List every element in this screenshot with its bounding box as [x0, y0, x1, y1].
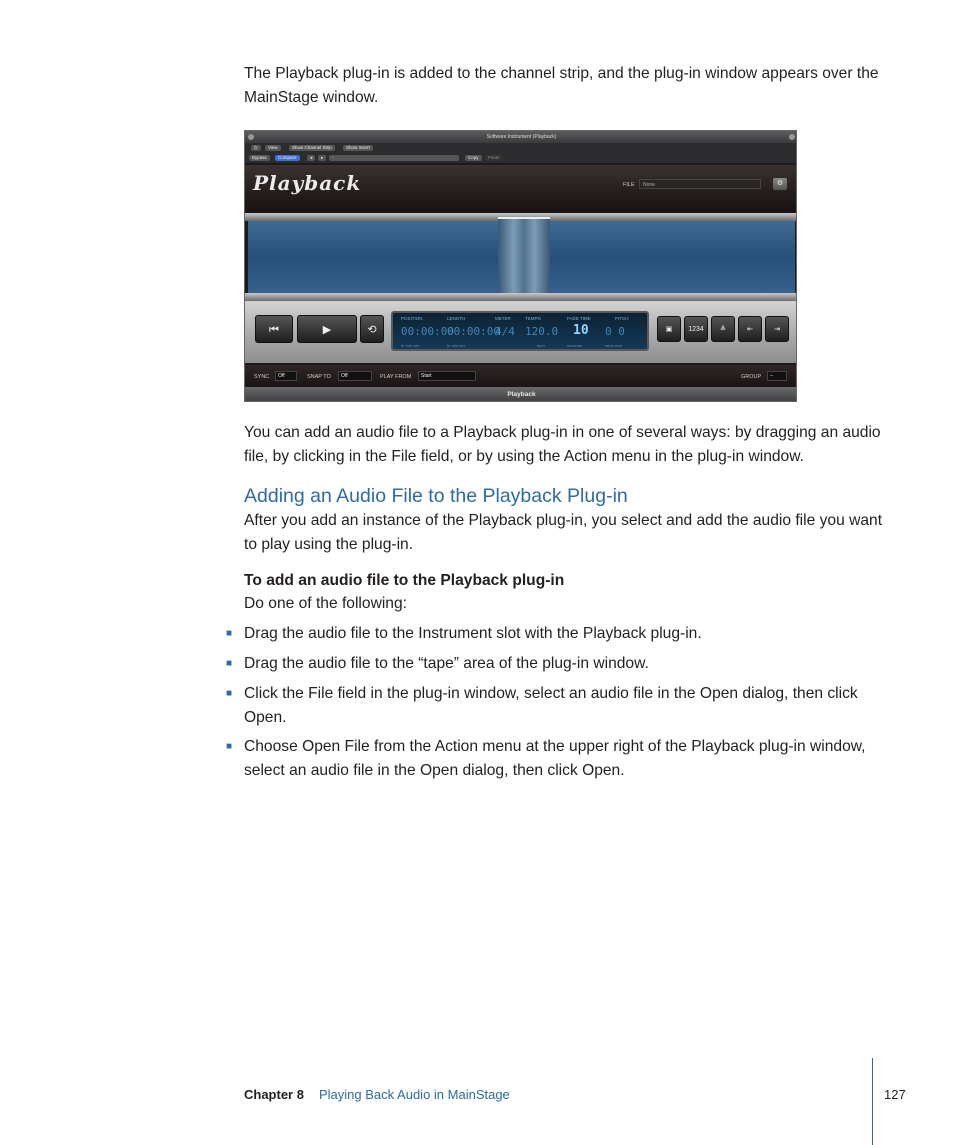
pitch-shift-icon: ≜ [711, 316, 735, 342]
loop-icon: ⟲ [360, 315, 384, 343]
tape-area [248, 221, 795, 293]
group-label: GROUP [741, 374, 762, 380]
play-from-label: PLAY FROM [380, 374, 412, 380]
snap-to-label: SNAP TO [307, 374, 331, 380]
list-item-text: Drag the audio file to the “tape” area of the plug-in window. [244, 655, 649, 672]
menu-row [245, 143, 797, 153]
snap-to-menu: Off [338, 371, 372, 381]
next-setting-button: ▸ [318, 155, 326, 161]
power-icon: ⏻ [251, 145, 261, 151]
footer-divider [872, 1058, 873, 1145]
show-insert-menu: Show Insert [343, 145, 373, 151]
transport-panel [245, 301, 797, 363]
tape-rail-bottom [245, 293, 797, 301]
list-item-text: Drag the audio file to the Instrument slot with the Playback plug-in. [244, 625, 702, 642]
sync-menu: Off [275, 371, 297, 381]
list-item-text: Click the File field in the plug-in window, select an audio file in the Open dialog, then click Open. [244, 685, 858, 726]
group-menu: -- [767, 371, 787, 381]
bullet-icon: ■ [226, 688, 233, 699]
file-label: FILE [623, 182, 635, 188]
play-icon: ▶ [297, 315, 357, 343]
rewind-icon: ⏮ [255, 315, 293, 343]
footer-chapter-title: Playing Back Audio in MainStage [319, 1087, 510, 1102]
bullet-icon: ■ [226, 741, 233, 752]
close-icon [248, 134, 254, 140]
page-number: 127 [884, 1087, 906, 1102]
prev-setting-button: ◂ [307, 155, 315, 161]
window-title: Software Instrument (Playback) [486, 134, 557, 140]
tape-playhead-window [498, 217, 550, 297]
show-channel-strip-menu: Show Channel Strip [289, 145, 335, 151]
plugin-name-bar: Playback [245, 387, 797, 402]
waveform-view-icon: ▣ [657, 316, 681, 342]
bullet-icon: ■ [226, 658, 233, 669]
toolbar-row [245, 153, 797, 163]
window-titlebar [245, 131, 797, 143]
bypass-button: Bypass [249, 155, 270, 161]
section-intro-paragraph: After you add an instance of the Playback plug-in, you select and add the audio file you want to play using the plug-in. [244, 512, 883, 553]
task-heading: To add an audio file to the Playback plug-in [244, 572, 565, 589]
compare-button: Compare [275, 155, 300, 161]
setting-menu: - [329, 155, 459, 161]
file-field: None [639, 179, 761, 189]
plugin-settings-bar [245, 365, 797, 387]
play-from-menu: Start [418, 371, 476, 381]
paste-button: Paste [485, 155, 503, 161]
fade-out-icon: ⇥ [765, 316, 789, 342]
sync-label: SYNC [254, 374, 270, 380]
zoom-icon [789, 134, 795, 140]
view-menu: View [265, 145, 281, 151]
lcd-display: POSITION 00:00:00 hr min sec LENGTH 00:00:00 hr min sec METER 4/4 TEMPO 120.0 bpm FADE TIME 10 seconds PITCH 0 0 semi cent [391, 311, 649, 351]
playback-logo: Playback [253, 171, 362, 195]
footer-chapter: Chapter 8 [244, 1087, 304, 1102]
section-heading: Adding an Audio File to the Playback Plug-in [244, 485, 628, 507]
copy-button: Copy [465, 155, 482, 161]
task-intro: Do one of the following: [244, 595, 407, 612]
bullet-icon: ■ [226, 628, 233, 639]
plugin-header [245, 165, 797, 213]
action-menu-icon: ⚙ [773, 178, 787, 190]
list-item-text: Choose Open File from the Action menu at the upper right of the Playback plug-in window, select an audio file in the Open dialog, then click Open. [244, 738, 866, 779]
intro-paragraph: The Playback plug-in is added to the channel strip, and the plug-in window appears over the MainStage window. [244, 65, 879, 106]
add-audio-paragraph: You can add an audio file to a Playback plug-in in one of several ways: by dragging an audio file, by clicking in the File field, or by using the Action menu in the plug-in window. [244, 424, 881, 465]
counter-display-icon: 1234 [684, 316, 708, 342]
playback-plugin-window-screenshot [244, 130, 797, 402]
fade-in-icon: ⇤ [738, 316, 762, 342]
